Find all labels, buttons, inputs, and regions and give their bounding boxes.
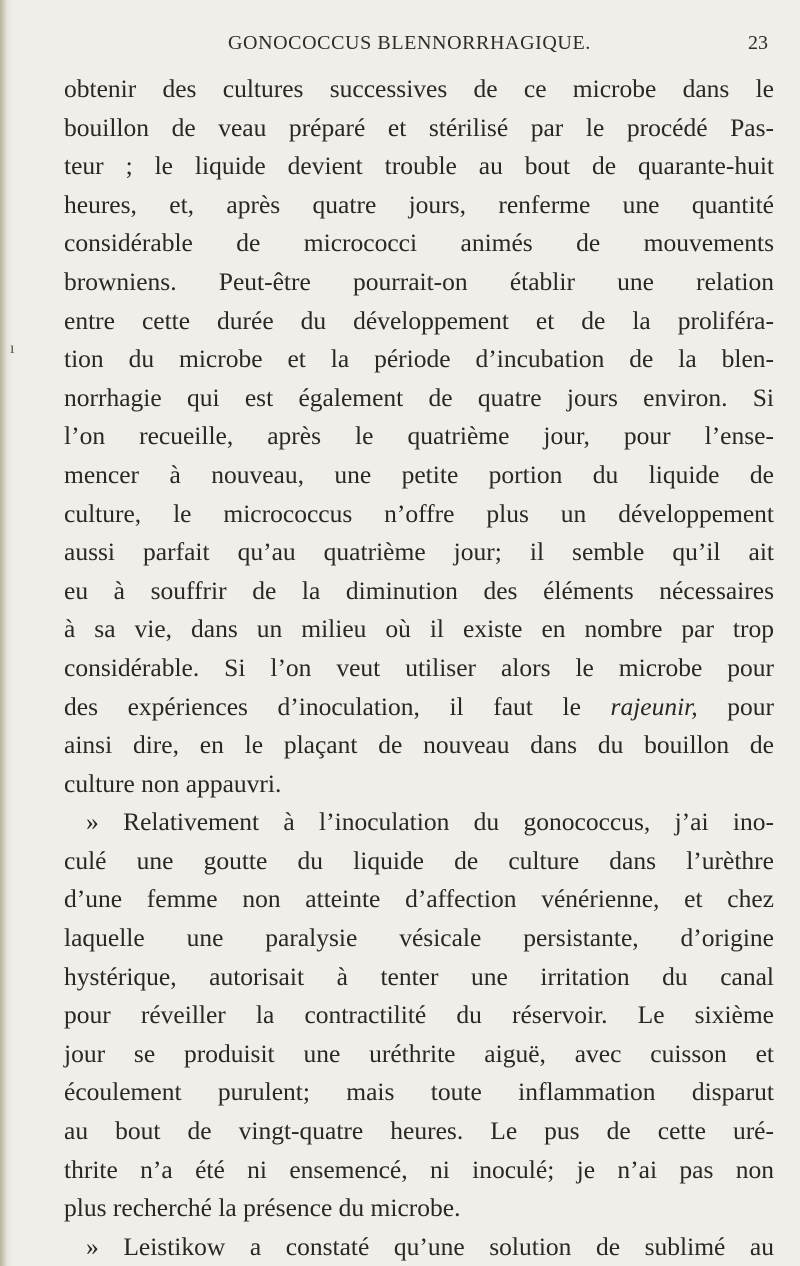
text-line: culé une goutte du liquide de culture dans l’urèthre xyxy=(64,845,774,875)
text-line-with-italic xyxy=(64,688,774,727)
text-segment: des expériences d’inoculation, il faut le xyxy=(64,691,581,721)
text-line: au bout de vingt-quatre heures. Le pus de cette uré- xyxy=(64,1116,774,1146)
text-line: thrite n’a été ni ensemencé, ni inoculé; je n’ai pas non xyxy=(64,1154,774,1184)
text-line: écoulement purulent; mais toute inflammation disparut xyxy=(64,1077,774,1107)
text-line: » Leistikow a constaté qu’une solution de sublimé au xyxy=(86,1231,774,1261)
text-line: aussi parfait qu’au quatrième jour; il semble qu’il ait xyxy=(64,537,774,567)
text-line: hystérique, autorisait à tenter une irritation du canal xyxy=(64,961,774,991)
text-segment: pour xyxy=(727,691,775,721)
page-header xyxy=(228,32,780,62)
text-line: mencer à nouveau, une petite portion du liquide de xyxy=(64,459,774,489)
text-line: d’une femme non atteinte d’affection vénérienne, et chez xyxy=(64,884,774,914)
text-line: jour se produisit une uréthrite aiguë, avec cuisson et xyxy=(64,1038,774,1068)
page-binding-edge xyxy=(0,0,7,1266)
text-line: obtenir des cultures successives de ce microbe dans le xyxy=(64,74,774,103)
body-text xyxy=(64,70,774,1266)
text-line: considérable. Si l’on veut utiliser alors le microbe pour xyxy=(64,652,774,682)
text-line: laquelle une paralysie vésicale persistante, d’origine xyxy=(64,923,774,953)
text-line: culture, le micrococcus n’offre plus un développement xyxy=(64,498,774,528)
running-head: GONOCOCCUS BLENNORRHAGIQUE. xyxy=(228,32,591,54)
text-line: tion du microbe et la période d’incubation de la blen- xyxy=(64,344,774,374)
text-line: l’on recueille, après le quatrième jour, pour l’ense- xyxy=(64,421,774,451)
text-line: considérable de micrococci animés de mouvements xyxy=(64,228,774,258)
margin-mark: ı xyxy=(10,340,15,357)
text-line: à sa vie, dans un milieu où il existe en nombre par trop xyxy=(64,614,774,644)
text-line: teur ; le liquide devient trouble au bout de quarante-huit xyxy=(64,151,774,181)
text-line: pour réveiller la contractilité du réservoir. Le sixième xyxy=(64,1000,774,1030)
text-line: bouillon de veau préparé et stérilisé par le procédé Pas- xyxy=(64,112,774,142)
text-line: ainsi dire, en le plaçant de nouveau dans du bouillon de xyxy=(64,730,774,760)
text-line: culture non appauvri. xyxy=(64,768,282,798)
page-number: 23 xyxy=(748,32,768,54)
text-line: norrhagie qui est également de quatre jours environ. Si xyxy=(64,382,774,412)
italic-word: rajeunir, xyxy=(610,691,698,721)
text-line: entre cette durée du développement et de la proliféra- xyxy=(64,305,774,335)
text-line: browniens. Peut-être pourrait-on établir une relation xyxy=(64,266,774,296)
text-line: eu à souffrir de la diminution des éléments nécessaires xyxy=(64,575,774,605)
text-line: » Relativement à l’inoculation du gonococcus, j’ai ino- xyxy=(86,807,774,837)
text-line: heures, et, après quatre jours, renferme une quantité xyxy=(64,189,774,219)
text-line: plus recherché la présence du microbe. xyxy=(64,1193,461,1223)
